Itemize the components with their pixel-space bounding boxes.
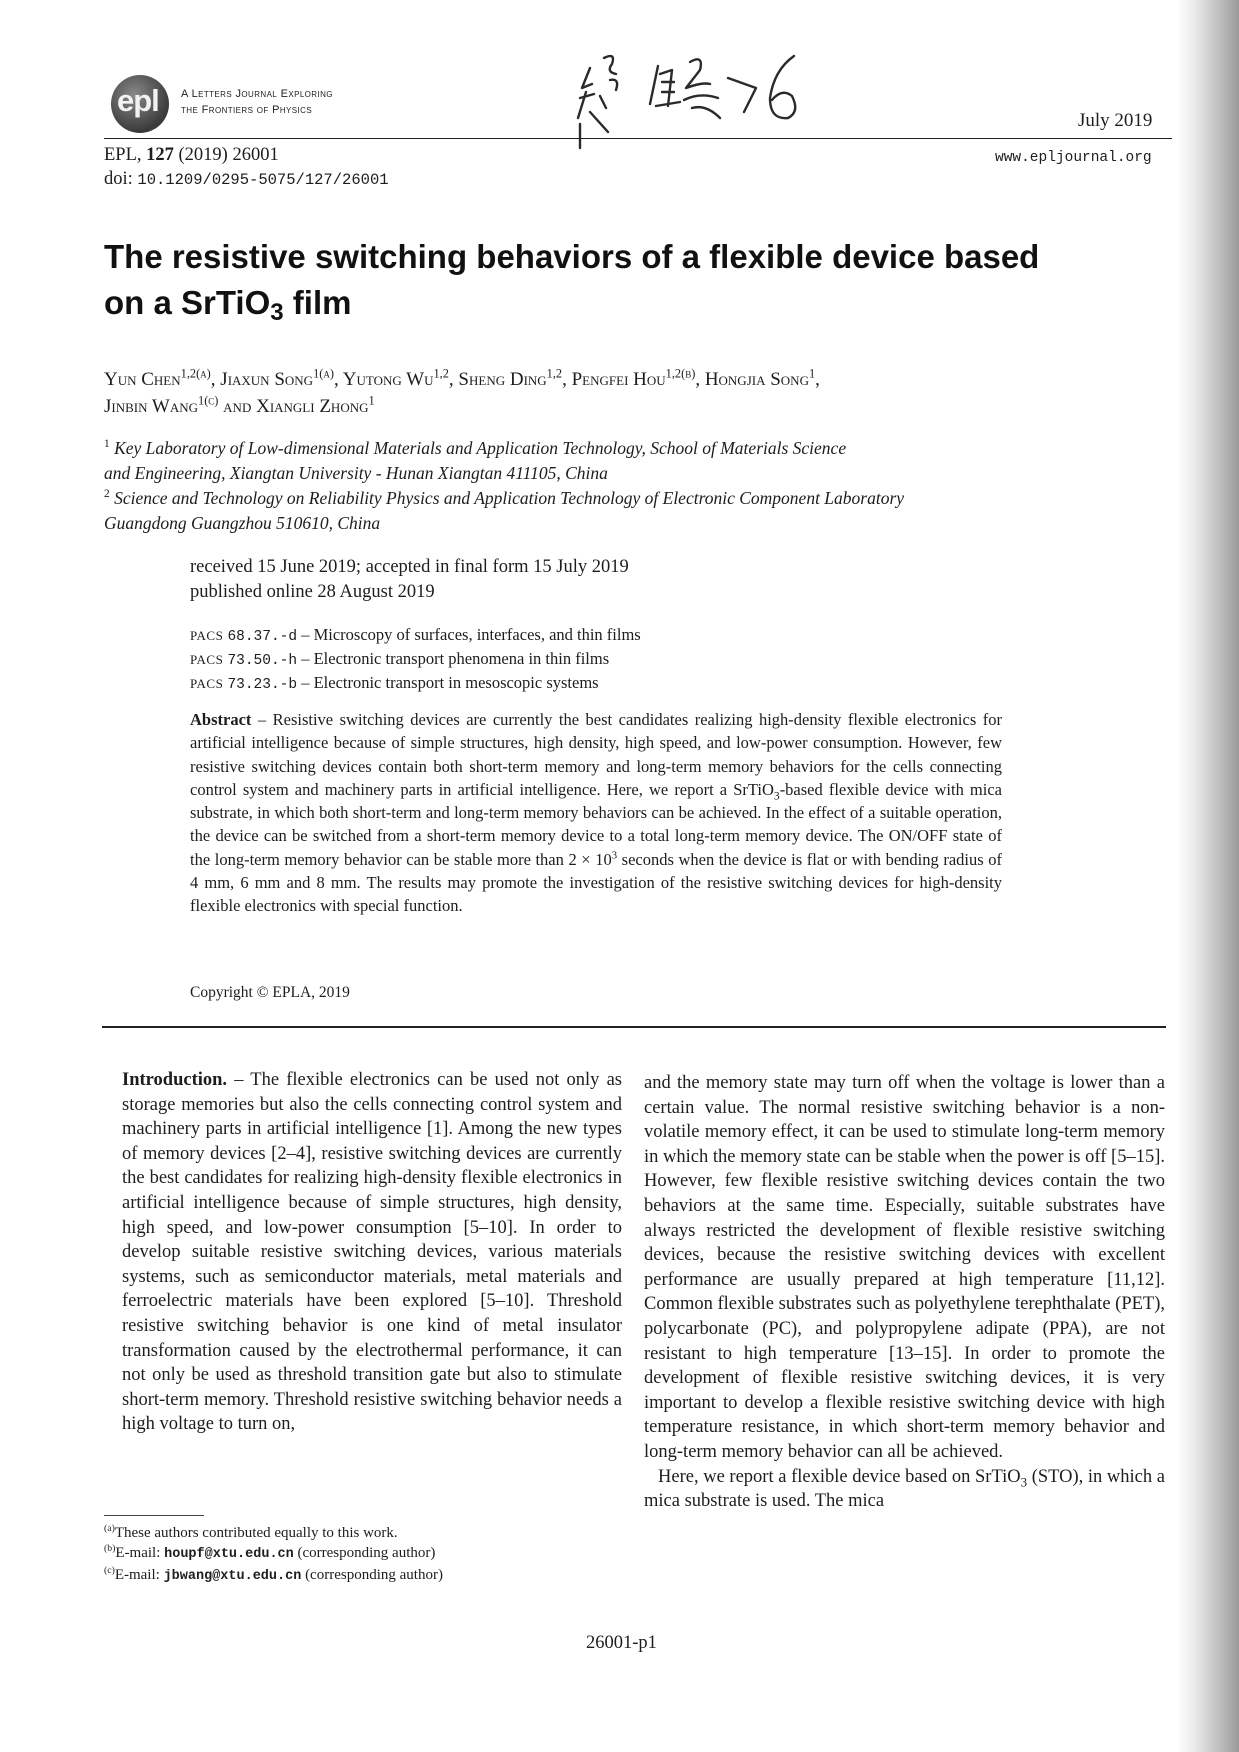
author-line-1 xyxy=(104,366,1144,393)
affiliation-1-cont: and Engineering, Xiangtan University - Hunan Xiangtan 411105, China xyxy=(104,463,608,483)
author: Yun Chen$^{1,2(a)}$, xyxy=(104,366,221,390)
abstract-rule xyxy=(102,1026,1166,1028)
intro-paragraph: Here, we report a flexible device based on SrTiO$_3$ (STO), in which a mica substrate is used. The mica xyxy=(644,1466,1165,1512)
author-line-2 xyxy=(104,393,1144,420)
doi: doi: 10.1209/0295-5075/127/26001 xyxy=(104,169,389,189)
intro-right-column xyxy=(644,1071,1165,1514)
title-line-2: on a SrTiO$_3$ film xyxy=(104,284,352,326)
email-link[interactable]: jbwang@xtu.edu.cn xyxy=(163,1569,302,1584)
footnote-rule xyxy=(104,1515,204,1516)
author: Jiaxun Song$^{1(a)}$, xyxy=(220,366,343,390)
author: Sheng Ding$^{1,2}$, xyxy=(458,366,572,390)
footnotes xyxy=(104,1523,624,1587)
affiliation-2: $^2$ Science and Technology on Reliability Physics and Application Technology of Electronic Component Laboratory xyxy=(104,488,905,508)
affiliation-2-cont: Guangdong Guangzhou 510610, China xyxy=(104,513,381,533)
pacs-list xyxy=(190,624,641,696)
volume: 127 xyxy=(146,145,174,165)
citation-block xyxy=(104,143,389,192)
epl-logo-text: epl xyxy=(117,83,159,118)
intro-paragraph: and the memory state may turn off when the voltage is lower than a certain value. The normal resistive switching behavior is a non-volatile memory effect, it can be used to stimulate long-term memory in which the memory state can be stable when the power is off [5–15]. However, few flexible resistive switching devices contain the two behaviors at the same time. Especially, suitable substrates have always restricted the development of flexible resistive switching devices, because the resistive switching devices with excellent performance are usually prepared at high temperature [11,12]. Common flexible substrates such as polyethylene terephthalate (PET), polycarbonate (PC), and polypropylene adipate (PPA), are not resistant to high temperature [13–15]. In order to promote the development of flexible resistive switching devices, it is very important to develop a flexible resistive switching device with high temperature resistance, in which short-term memory behavior and long-term memory behavior can all be achieved. xyxy=(644,1073,1165,1462)
author: Yutong Wu$^{1,2}$, xyxy=(342,366,459,390)
received-date: received 15 June 2019; accepted in final form 15 July 2019 xyxy=(190,557,629,577)
author: Pengfei Hou$^{1,2(b)}$, xyxy=(571,366,705,390)
journal-tagline xyxy=(181,86,333,118)
footnote: $^{(c)}$E-mail: jbwang@xtu.edu.cn (corresponding author) xyxy=(104,1565,443,1584)
author: Xiangli Zhong$^1$ xyxy=(256,393,375,417)
paper-title xyxy=(104,234,1114,326)
tagline-line-1: A Letters Journal Exploring xyxy=(181,88,333,100)
footnote: $^{(a)}$These authors contributed equally to this work. xyxy=(104,1523,398,1541)
published-date: published online 28 August 2019 xyxy=(190,582,435,602)
affiliation-1: $^1$ Key Laboratory of Low-dimensional Materials and Application Technology, School of Materials Science xyxy=(104,438,847,458)
abstract-heading: Abstract xyxy=(190,710,252,729)
journal-website[interactable]: www.epljournal.org xyxy=(995,150,1152,166)
footnote: $^{(b)}$E-mail: houpf@xtu.edu.cn (corresponding author) xyxy=(104,1543,436,1562)
email-link[interactable]: houpf@xtu.edu.cn xyxy=(164,1547,294,1562)
title-line-1: The resistive switching behaviors of a flexible device based xyxy=(104,238,1040,275)
abstract: Abstract – Resistive switching devices are currently the best candidates realizing high-density flexible electronics for artificial intelligence because of simple structures, high density, high speed, and low-power consumption. However, few resistive switching devices contain both short-term memory and long-term memory behaviors for the cells connecting control system and machinery parts in artificial intelligence. Here, we report a SrTiO$_3$-based flexible device with mica substrate, in which both short-term and long-term memory behaviors can be achieved. In the effect of a suitable operation, the device can be switched from a short-term memory device to a total long-term memory device. The ON/OFF state of the long-term memory behavior can be stable more than $2 \times 10^3$ seconds when the device is flat or with bending radius of 4 mm, 6 mm and 8 mm. The results may promote the investigation of the resistive switching devices for high-density flexible electronics with special function. xyxy=(190,710,1002,916)
issue-date: July 2019 xyxy=(1078,110,1153,131)
page-number: 26001-p1 xyxy=(586,1633,657,1653)
author: Jinbin Wang$^{1(c)}$ and xyxy=(104,393,257,417)
author: Hongjia Song$^1$, xyxy=(704,366,820,390)
scan-shadow xyxy=(1177,0,1239,1752)
citation: EPL, 127 (2019) 26001 xyxy=(104,145,279,165)
affiliations xyxy=(104,436,1144,536)
doi-link[interactable]: 10.1209/0295-5075/127/26001 xyxy=(137,171,389,189)
intro-left-column: Introduction. – The flexible electronics can be used not only as storage memories but also the cells connecting control system and machinery parts in artificial intelligence [1]. Among the new types of memory devices [2–4], resistive switching devices are currently the best candidates for realizing high-density flexible electronics in artificial intelligence because of simple structures, high density, high speed, and low-power consumption [5–10]. In order to develop suitable resistive switching devices, various materials systems, such as semiconductor materials, metal materials and ferroelectric materials have been explored [5–10]. Threshold resistive switching behavior is one kind of metal insulator transformation caused by the electrothermal performance, it can not only be used as threshold transition gate but also to stimulate short-term memory. Threshold resistive switching behavior needs a high voltage to turn on, xyxy=(122,1070,622,1435)
history xyxy=(190,555,629,605)
header-rule xyxy=(104,138,1172,139)
section-heading-introduction: Introduction. xyxy=(122,1070,228,1090)
handwritten-annotation xyxy=(560,48,850,158)
pacs-item: PACS 73.50.-h – Electronic transport phenomena in thin films xyxy=(190,649,610,669)
copyright: Copyright © EPLA, 2019 xyxy=(190,984,350,1001)
tagline-line-2: the Frontiers of Physics xyxy=(181,104,313,116)
author-list xyxy=(104,366,1144,420)
pacs-item: PACS 68.37.-d – Microscopy of surfaces, interfaces, and thin films xyxy=(190,625,641,645)
pacs-item: PACS 73.23.-b – Electronic transport in mesoscopic systems xyxy=(190,673,599,693)
